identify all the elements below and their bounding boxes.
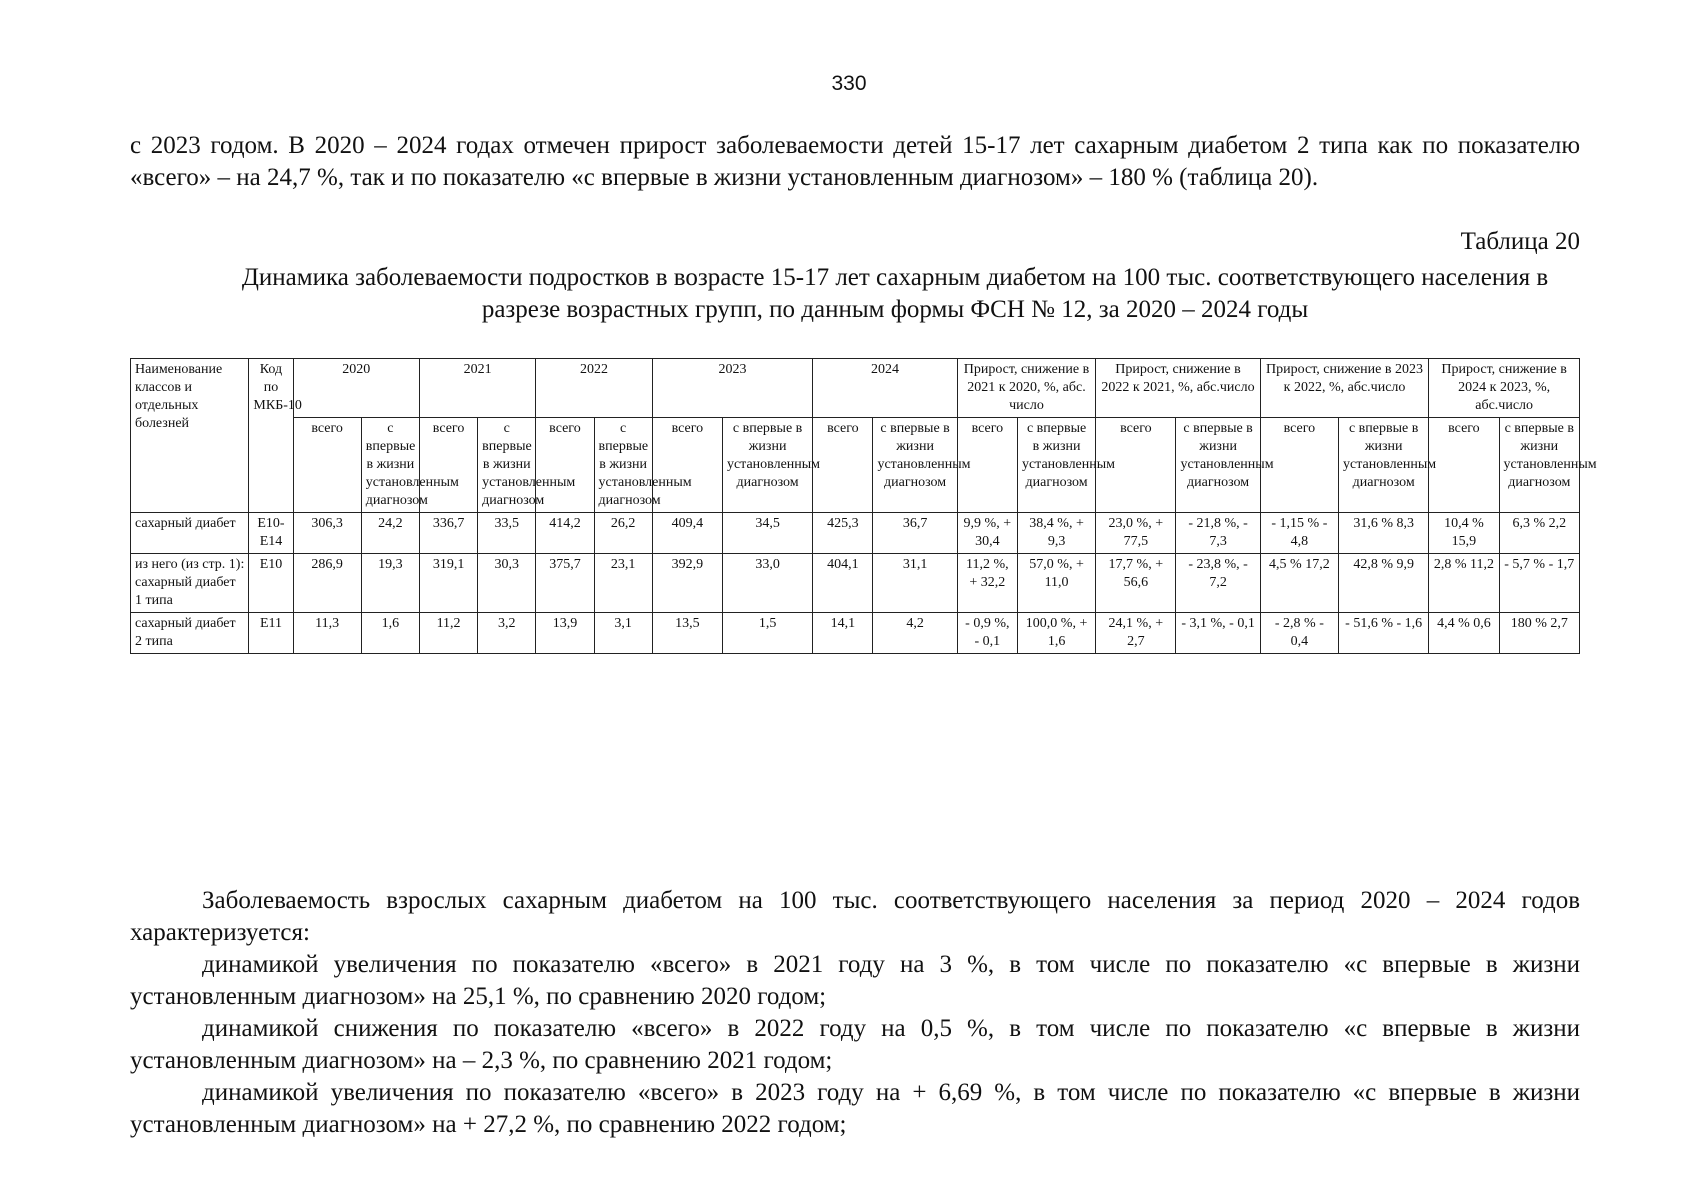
paragraph: динамикой увеличения по показателю «всего» в 2021 году на 3 %, в том числе по показателю «с впервые в жизни установленным диагнозом» на 25,1 %, по сравнению 2020 годом; xyxy=(130,951,1580,1010)
header-growth: Прирост, снижение в 2021 к 2020, %, абс. число xyxy=(957,359,1095,418)
subheader-total: всего xyxy=(419,418,477,513)
header-year: 2023 xyxy=(652,359,813,418)
table-cell: - 2,8 % - 0,4 xyxy=(1260,613,1338,654)
subheader-total: всего xyxy=(293,418,361,513)
table-cell: - 23,8 %, - 7,2 xyxy=(1176,554,1260,613)
table-cell: 3,2 xyxy=(478,613,536,654)
table-cell: 425,3 xyxy=(813,513,873,554)
table-cell: 33,5 xyxy=(478,513,536,554)
table-cell: 57,0 %, + 11,0 xyxy=(1017,554,1095,613)
table-row xyxy=(131,613,1580,654)
table-cell: 11,3 xyxy=(293,613,361,654)
table-cell: 1,5 xyxy=(722,613,812,654)
page-number: 330 xyxy=(831,72,867,95)
intro-paragraph: с 2023 годом. В 2020 – 2024 годах отмечен прирост заболеваемости детей 15-17 лет сахарным диабетом 2 типа как по показателю «всего» – на 24,7 %, так и по показателю «с впервые в жизни установленным диагнозом» – 180 % (таблица 20). xyxy=(130,132,1580,191)
subheader-new-diagnosis: с впервые в жизни установленным диагнозом xyxy=(1499,418,1579,513)
subheader-total: всего xyxy=(652,418,722,513)
table-cell: 3,1 xyxy=(594,613,652,654)
table-cell: 336,7 xyxy=(419,513,477,554)
subheader-row xyxy=(131,418,1580,513)
subheader-new-diagnosis: с впервые в жизни установленным диагнозом xyxy=(873,418,957,513)
table-row xyxy=(131,513,1580,554)
table-cell: 9,9 %, + 30,4 xyxy=(957,513,1017,554)
paragraph: динамикой увеличения по показателю «всего» в 2023 году на + 6,69 %, в том числе по показателю «с впервые в жизни установленным диагнозом» на + 27,2 %, по сравнению 2022 годом; xyxy=(130,1079,1580,1138)
table-row xyxy=(131,554,1580,613)
table-title: Динамика заболеваемости подростков в возрасте 15-17 лет сахарным диабетом на 100 тыс. соответствующего населения в разрезе возрастных групп, по данным формы ФСН № 12, за 2020 – 2024 годы xyxy=(241,264,1549,323)
table-cell: 24,1 %, + 2,7 xyxy=(1096,613,1176,654)
subheader-total: всего xyxy=(536,418,594,513)
table-cell: 14,1 xyxy=(813,613,873,654)
row-name: сахарный диабет xyxy=(131,513,249,554)
table-cell: 180 % 2,7 xyxy=(1499,613,1579,654)
table-cell: - 51,6 % - 1,6 xyxy=(1339,613,1429,654)
table-cell: 24,2 xyxy=(361,513,419,554)
subheader-new-diagnosis: с впервые в жизни установленным диагнозом xyxy=(594,418,652,513)
subheader-new-diagnosis: с впервые в жизни установленным диагнозом xyxy=(361,418,419,513)
paragraph: динамикой снижения по показателю «всего» в 2022 году на 0,5 %, в том числе по показателю «с впервые в жизни установленным диагнозом» на – 2,3 %, по сравнению 2021 годом; xyxy=(130,1015,1580,1074)
table-cell: 100,0 %, + 1,6 xyxy=(1017,613,1095,654)
table-cell: 409,4 xyxy=(652,513,722,554)
table-cell: - 3,1 %, - 0,1 xyxy=(1176,613,1260,654)
table-cell: 392,9 xyxy=(652,554,722,613)
table-body xyxy=(131,513,1580,654)
table-cell: 13,9 xyxy=(536,613,594,654)
header-growth: Прирост, снижение в 2024 к 2023, %, абс.число xyxy=(1429,359,1580,418)
table-cell: 1,6 xyxy=(361,613,419,654)
table-cell: 19,3 xyxy=(361,554,419,613)
subheader-new-diagnosis: с впервые в жизни установленным диагнозом xyxy=(1017,418,1095,513)
header-name: Наименование классов и отдельных болезней xyxy=(131,359,249,513)
table-label: Таблица 20 xyxy=(1460,228,1580,255)
table-cell: 2,8 % 11,2 xyxy=(1429,554,1499,613)
subheader-new-diagnosis: с впервые в жизни установленным диагнозом xyxy=(1176,418,1260,513)
table-cell: 286,9 xyxy=(293,554,361,613)
table-cell: 306,3 xyxy=(293,513,361,554)
row-name: сахарный диабет 2 типа xyxy=(131,613,249,654)
table-cell: 31,6 % 8,3 xyxy=(1339,513,1429,554)
table-cell: 10,4 % 15,9 xyxy=(1429,513,1499,554)
table-cell: 375,7 xyxy=(536,554,594,613)
row-code: E10 xyxy=(249,554,293,613)
table-cell: 33,0 xyxy=(722,554,812,613)
subheader-total: всего xyxy=(1260,418,1338,513)
table-cell: 13,5 xyxy=(652,613,722,654)
row-code: E10-E14 xyxy=(249,513,293,554)
header-year: 2024 xyxy=(813,359,957,418)
table-cell: 414,2 xyxy=(536,513,594,554)
subheader-total: всего xyxy=(1429,418,1499,513)
table-cell: 30,3 xyxy=(478,554,536,613)
body-text xyxy=(130,885,1580,1141)
table-cell: 11,2 %, + 32,2 xyxy=(957,554,1017,613)
header-growth: Прирост, снижение в 2023 к 2022, %, абс.число xyxy=(1260,359,1429,418)
table-cell: 26,2 xyxy=(594,513,652,554)
table-cell: 36,7 xyxy=(873,513,957,554)
incidence-table xyxy=(130,358,1597,654)
table-cell: - 0,9 %, - 0,1 xyxy=(957,613,1017,654)
table-cell: 6,3 % 2,2 xyxy=(1499,513,1579,554)
subheader-new-diagnosis: с впервые в жизни установленным диагнозом xyxy=(1339,418,1429,513)
table-cell: 319,1 xyxy=(419,554,477,613)
table-cell: 4,5 % 17,2 xyxy=(1260,554,1338,613)
table-cell: 42,8 % 9,9 xyxy=(1339,554,1429,613)
table-cell: 23,1 xyxy=(594,554,652,613)
table-cell: - 21,8 %, - 7,3 xyxy=(1176,513,1260,554)
table-cell: 11,2 xyxy=(419,613,477,654)
table-cell: 4,4 % 0,6 xyxy=(1429,613,1499,654)
table-cell: 17,7 %, + 56,6 xyxy=(1096,554,1176,613)
table-cell: 31,1 xyxy=(873,554,957,613)
subheader-total: всего xyxy=(1096,418,1176,513)
paragraph: Заболеваемость взрослых сахарным диабетом на 100 тыс. соответствующего населения за период 2020 – 2024 годов характеризуется: xyxy=(130,887,1580,946)
table-cell: 34,5 xyxy=(722,513,812,554)
table-cell: 404,1 xyxy=(813,554,873,613)
header-year: 2021 xyxy=(419,359,535,418)
row-code: E11 xyxy=(249,613,293,654)
subheader-total: всего xyxy=(813,418,873,513)
subheader-total: всего xyxy=(957,418,1017,513)
row-name: из него (из стр. 1): сахарный диабет 1 типа xyxy=(131,554,249,613)
table-cell: 23,0 %, + 77,5 xyxy=(1096,513,1176,554)
header-code: Код по МКБ-10 xyxy=(249,359,293,513)
table-cell: 38,4 %, + 9,3 xyxy=(1017,513,1095,554)
table-cell: - 1,15 % - 4,8 xyxy=(1260,513,1338,554)
subheader-new-diagnosis: с впервые в жизни установленным диагнозом xyxy=(478,418,536,513)
header-year: 2022 xyxy=(536,359,652,418)
header-growth: Прирост, снижение в 2022 к 2021, %, абс.число xyxy=(1096,359,1261,418)
table-cell: 4,2 xyxy=(873,613,957,654)
table-cell: - 5,7 % - 1,7 xyxy=(1499,554,1579,613)
subheader-new-diagnosis: с впервые в жизни установленным диагнозом xyxy=(722,418,812,513)
header-year: 2020 xyxy=(293,359,419,418)
